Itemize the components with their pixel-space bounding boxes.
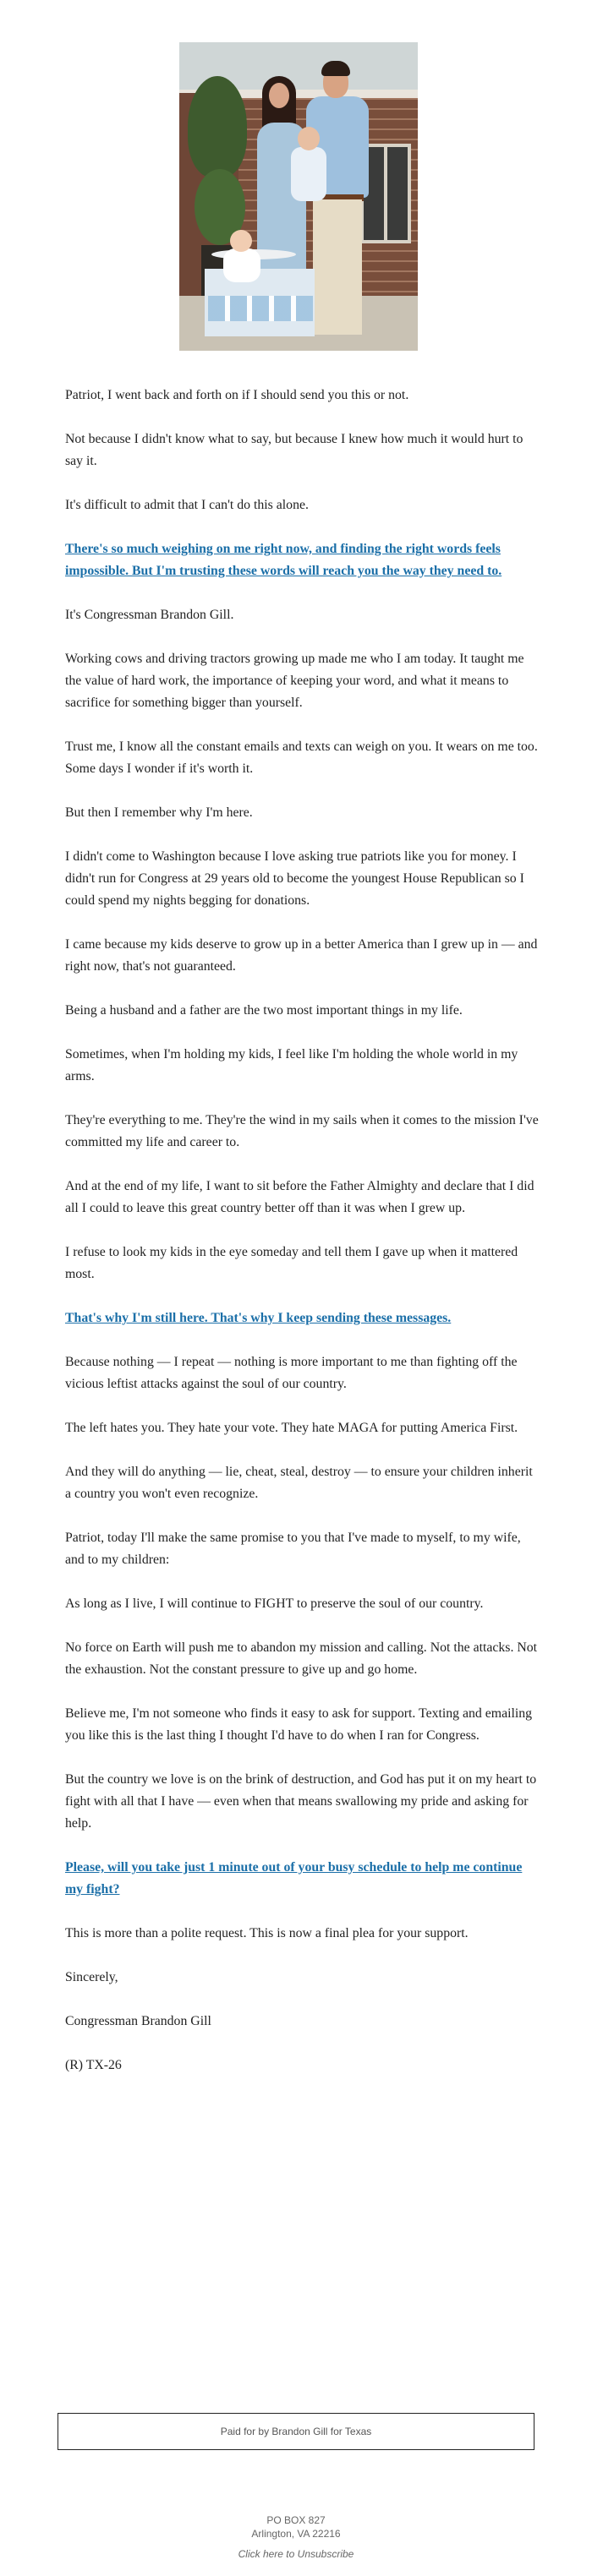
hero-family-photo [179,42,418,351]
signature-block [65,2011,541,2077]
body-paragraph: Patriot, I went back and forth on if I should send you this or not. [65,388,409,402]
callout-paragraph [65,1857,541,1901]
body-paragraph: Believe me, I'm not someone who finds it easy to ask for support. Texting and emailing you like this is the last thing I thought I'd have to do when I ran for Congress. [65,1706,533,1743]
donate-link[interactable]: Please, will you take just 1 minute out of your busy schedule to help me continue my fight? [65,1860,523,1897]
callout-paragraph [65,1307,541,1329]
body-paragraph: Because nothing — I repeat — nothing is more important to me than fighting off the vicious leftist attacks against the soul of our country. [65,1355,518,1391]
paid-for-disclaimer [58,2413,534,2450]
donate-link[interactable]: That's why I'm still here. That's why I keep sending these messages. [65,1311,452,1325]
body-paragraph: Not because I didn't know what to say, but because I knew how much it would hurt to say it. [65,432,523,468]
body-paragraph: Sometimes, when I'm holding my kids, I feel like I'm holding the whole world in my arms. [65,1047,518,1083]
callout-paragraph [65,538,541,582]
body-paragraph: No force on Earth will push me to abandon my mission and calling. Not the attacks. Not the exhaustion. Not the constant pressure to give up and go home. [65,1640,538,1677]
mailing-address [0,2513,592,2541]
address-line-2: Arlington, VA 22216 [251,2528,341,2540]
body-paragraph: Sincerely, [65,1970,118,1984]
paid-for-text: Paid for by Brandon Gill for Texas [220,2426,372,2437]
signature-name: Congressman Brandon Gill [65,2014,211,2028]
body-paragraph: Patriot, today I'll make the same promise to you that I've made to myself, to my wife, and to my children: [65,1531,521,1567]
body-paragraph: I came because my kids deserve to grow up in a better America than I grew up in — and right now, that's not guaranteed. [65,937,538,974]
body-paragraph: Working cows and driving tractors growing up made me who I am today. It taught me the value of hard work, the importance of keeping your word, and what it means to sacrifice for something bigger than yourself. [65,652,524,710]
body-paragraph: This is more than a polite request. This is now a final plea for your support. [65,1926,469,1940]
signature-district: (R) TX-26 [65,2058,122,2072]
body-paragraph: The left hates you. They hate your vote. They hate MAGA for putting America First. [65,1421,518,1435]
body-paragraph: But the country we love is on the brink of destruction, and God has put it on my heart to fight with all that I have — even when that means swallowing my pride and asking for help. [65,1772,537,1831]
body-paragraph: Being a husband and a father are the two most important things in my life. [65,1003,463,1018]
body-paragraph: As long as I live, I will continue to FIGHT to preserve the soul of our country. [65,1596,484,1611]
letter-body [65,385,541,2098]
body-paragraph: And they will do anything — lie, cheat, steal, destroy — to ensure your children inherit a country you won't even recognize. [65,1465,533,1501]
body-paragraph: It's difficult to admit that I can't do this alone. [65,498,309,512]
body-paragraph: I refuse to look my kids in the eye someday and tell them I gave up when it mattered most. [65,1245,518,1281]
unsubscribe-link[interactable]: Click here to Unsubscribe [238,2548,354,2560]
donate-link[interactable]: There's so much weighing on me right now, and finding the right words feels impossible. But I'm trusting these words will reach you the way they need to. [65,542,502,578]
body-paragraph: Trust me, I know all the constant emails and texts can weigh on you. It wears on me too. Some days I wonder if it's worth it. [65,740,538,776]
body-paragraph: It's Congressman Brandon Gill. [65,608,234,622]
address-line-1: PO BOX 827 [266,2514,326,2526]
body-paragraph: And at the end of my life, I want to sit before the Father Almighty and declare that I did all I could to leave this great country better off than it was when I grew up. [65,1179,534,1215]
body-paragraph: But then I remember why I'm here. [65,805,253,820]
body-paragraph: They're everything to me. They're the wind in my sails when it comes to the mission I've committed my life and career to. [65,1113,539,1149]
body-paragraph: I didn't come to Washington because I love asking true patriots like you for money. I didn't run for Congress at 29 years old to become the youngest House Republican so I could spend my nights begging for donations. [65,849,524,908]
